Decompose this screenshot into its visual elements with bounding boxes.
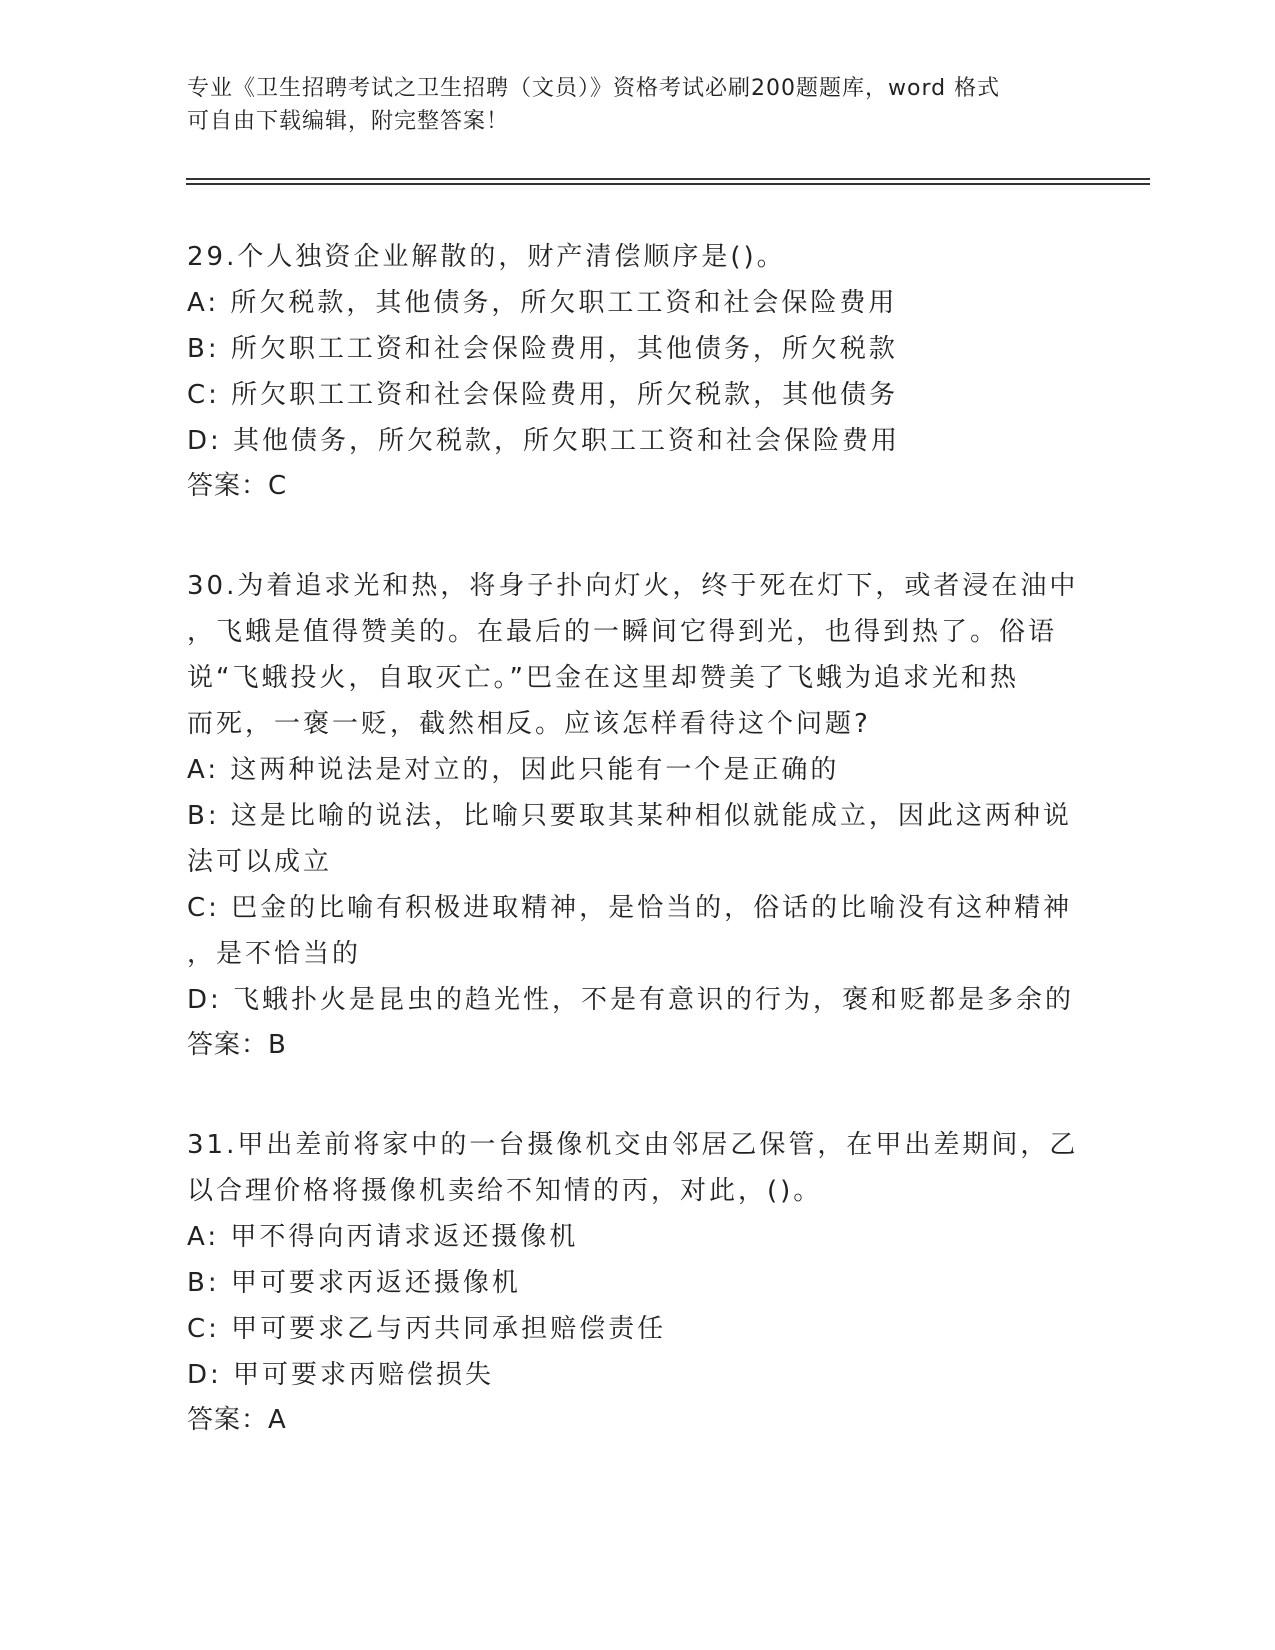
question-text-line: 而死，一褒一贬，截然相反。应该怎样看待这个问题? bbox=[187, 709, 871, 739]
option-d: D: 甲可要求丙赔偿损失 bbox=[187, 1360, 495, 1390]
option-a: A: 所欠税款，其他债务，所欠职工工资和社会保险费用 bbox=[187, 288, 898, 318]
question-29 bbox=[187, 234, 1087, 508]
option-d: D: 飞蛾扑火是昆虫的趋光性，不是有意识的行为，褒和贬都是多余的 bbox=[187, 985, 1075, 1015]
answer-value: A bbox=[268, 1405, 287, 1435]
question-text-line: 29.个人独资企业解散的，财产清偿顺序是()。 bbox=[187, 242, 786, 272]
question-text-line: 30.为着追求光和热，将身子扑向灯火，终于死在灯下，或者浸在油中 bbox=[187, 571, 1079, 601]
option-b: B: 甲可要求丙返还摄像机 bbox=[187, 1268, 521, 1298]
option-a: A: 甲不得向丙请求返还摄像机 bbox=[187, 1222, 579, 1252]
header-line-1: 专业《卫生招聘考试之卫生招聘（文员）》资格考试必刷200题题库，word 格式 bbox=[187, 76, 1001, 101]
option-d: D: 其他债务，所欠税款，所欠职工工资和社会保险费用 bbox=[187, 426, 901, 456]
option-b-continued: 法可以成立 bbox=[187, 847, 333, 877]
answer-line bbox=[187, 464, 1087, 508]
question-text-line: 说“飞蛾投火，自取灭亡。”巴金在这里却赞美了飞蛾为追求光和热 bbox=[187, 663, 1019, 693]
answer-line bbox=[187, 1398, 1087, 1442]
answer-value: B bbox=[268, 1030, 287, 1060]
answer-value: C bbox=[268, 471, 288, 501]
option-a: A: 这两种说法是对立的，因此只能有一个是正确的 bbox=[187, 755, 840, 785]
question-text-line: 31.甲出差前将家中的一台摄像机交由邻居乙保管，在甲出差期间，乙 bbox=[187, 1130, 1079, 1160]
option-b: B: 这是比喻的说法，比喻只要取其某种相似就能成立，因此这两种说 bbox=[187, 801, 1072, 831]
option-b: B: 所欠职工工资和社会保险费用，其他债务，所欠税款 bbox=[187, 334, 898, 364]
header-divider-top bbox=[186, 178, 1150, 180]
answer-line bbox=[187, 1023, 1087, 1067]
option-c: C: 所欠职工工资和社会保险费用，所欠税款，其他债务 bbox=[187, 380, 899, 410]
option-c-continued: ，是不恰当的 bbox=[187, 939, 362, 969]
document-header bbox=[187, 72, 1067, 138]
answer-label: 答案： bbox=[187, 471, 269, 501]
answer-label: 答案： bbox=[187, 1405, 269, 1435]
question-text-line: ，飞蛾是值得赞美的。在最后的一瞬间它得到光，也得到热了。俗语 bbox=[187, 617, 1058, 647]
option-c: C: 巴金的比喻有积极进取精神，是恰当的，俗话的比喻没有这种精神 bbox=[187, 893, 1073, 923]
header-divider-bottom bbox=[186, 183, 1150, 185]
option-c: C: 甲可要求乙与丙共同承担赔偿责任 bbox=[187, 1314, 667, 1344]
header-line-2: 可自由下载编辑，附完整答案！ bbox=[187, 109, 510, 134]
question-31 bbox=[187, 1122, 1087, 1442]
answer-label: 答案： bbox=[187, 1030, 269, 1060]
question-text-line: 以合理价格将摄像机卖给不知情的丙，对此，()。 bbox=[187, 1176, 823, 1206]
question-list bbox=[187, 234, 1087, 1497]
question-30 bbox=[187, 563, 1087, 1067]
